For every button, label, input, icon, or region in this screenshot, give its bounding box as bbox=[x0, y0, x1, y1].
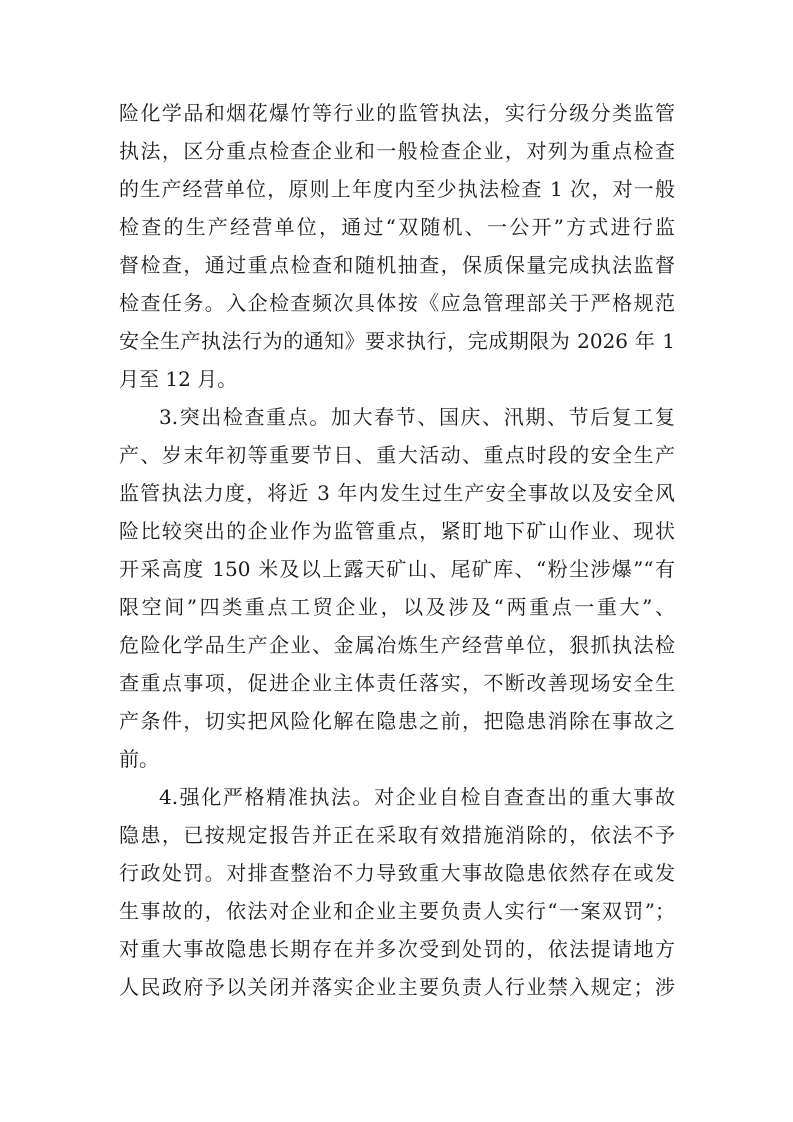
text-line: 前。 bbox=[119, 747, 159, 771]
text-line: 危险化学品生产企业、金属冶炼生产经营单位，狠抓执法检 bbox=[119, 633, 675, 657]
text-line: 的生产经营单位，原则上年度内至少执法检查 1 次，对一般 bbox=[119, 177, 675, 201]
text-line: 对重大事故隐患长期存在并多次受到处罚的，依法提请地方 bbox=[119, 937, 675, 961]
text-line: 产条件，切实把风险化解在隐患之前，把隐患消除在事故之 bbox=[119, 709, 675, 733]
document-body bbox=[119, 94, 675, 1006]
text-line: 监管执法力度，将近 3 年内发生过生产安全事故以及安全风 bbox=[119, 481, 675, 505]
paragraph-inspection-focus bbox=[119, 398, 675, 778]
text-line: 检查的生产经营单位，通过“双随机、一公开”方式进行监 bbox=[119, 215, 675, 239]
paragraph-strict-enforcement bbox=[119, 778, 675, 1006]
text-line: 险比较突出的企业作为监管重点，紧盯地下矿山作业、现状 bbox=[119, 519, 675, 543]
text-line: 查重点事项，促进企业主体责任落实，不断改善现场安全生 bbox=[119, 671, 675, 695]
text-line: 生事故的，依法对企业和企业主要负责人实行“一案双罚”； bbox=[119, 899, 675, 923]
text-line: 行政处罚。对排查整治不力导致重大事故隐患依然存在或发 bbox=[119, 861, 675, 885]
text-line: 月至 12 月。 bbox=[119, 367, 238, 391]
paragraph-supervision-scope bbox=[119, 94, 675, 398]
text-line: 产、岁末年初等重要节日、重大活动、重点时段的安全生产 bbox=[119, 443, 675, 467]
text-line: 人民政府予以关闭并落实企业主要负责人行业禁入规定；涉 bbox=[119, 975, 675, 999]
text-line: 督检查，通过重点检查和随机抽查，保质保量完成执法监督 bbox=[119, 253, 675, 277]
text-line: 3.突出检查重点。加大春节、国庆、汛期、节后复工复 bbox=[159, 405, 675, 429]
text-line: 安全生产执法行为的通知》要求执行，完成期限为 2026 年 1 bbox=[119, 329, 675, 353]
text-line: 检查任务。入企检查频次具体按《应急管理部关于严格规范 bbox=[119, 291, 675, 315]
text-line: 险化学品和烟花爆竹等行业的监管执法，实行分级分类监管 bbox=[119, 101, 675, 125]
text-line: 4.强化严格精准执法。对企业自检自查查出的重大事故 bbox=[159, 785, 675, 809]
text-line: 执法，区分重点检查企业和一般检查企业，对列为重点检查 bbox=[119, 139, 675, 163]
text-line: 限空间”四类重点工贸企业，以及涉及“两重点一重大”、 bbox=[119, 595, 675, 619]
text-line: 开采高度 150 米及以上露天矿山、尾矿库、“粉尘涉爆”“有 bbox=[119, 557, 675, 581]
text-line: 隐患，已按规定报告并正在采取有效措施消除的，依法不予 bbox=[119, 823, 675, 847]
